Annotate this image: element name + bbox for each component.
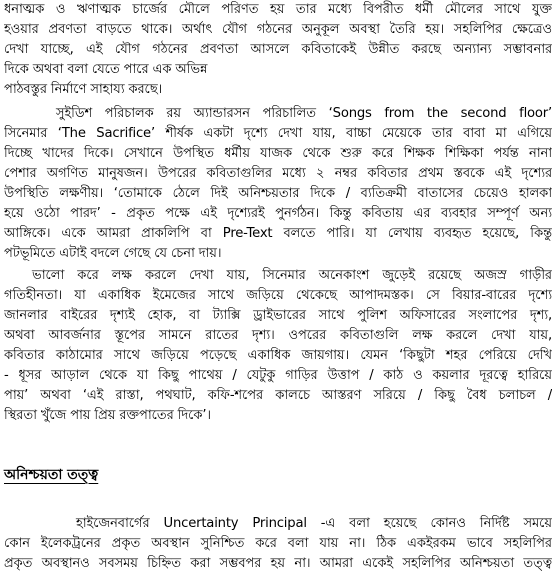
paragraph-1-line-1: ধনাত্মক ও ঋণাত্মক চার্জের মৌলে পরিণত হয় তার মধ্যে বিপরীত ধর্মী মৌলের সাথে যুক্ত [4,2,552,17]
paragraph-3-line-7: পায়’ অথবা ‘এই রাস্তা, পথঘাট, কফি-শপের কালচে আস্তরণ সরিয়ে / কিছু বৈধ চলাচল / [4,388,552,403]
paragraph-3-line-3: জানলার বাইরের দৃশ্যই হোক, বা ট্যাক্সি ড্রাইভারের সাথে পুলিশ অফিসারের সংলাপের দৃশ্য, [4,308,552,323]
paragraph-4-line-1: হাইজেনবার্গের Uncertainty Principal -এ বলা হয়েছে কোনও নির্দিষ্ট সময়ে [76,516,552,531]
paragraph-3-line-6: - ধূসর আড়াল থেকে যা কিছু পাথেয় / যেটুকু গাড়ির উত্তাপ / কাঠ ও কয়লার দূরত্বে হারিয়ে [4,368,552,383]
paragraph-2-line-7: আঙ্গিকে। একে আমরা প্রাকলিপি বা Pre-Text বলতে পারি। যা লেখায় ব্যবহৃত হয়েছে, কিন্তু [4,226,552,241]
section-heading: অনিশ্চয়তা তত্ত্ব [4,467,99,483]
paragraph-2-line-3: দিচ্ছে খাদের দিকে। সেখানে উপস্থিত ধর্মীয় যাজক থেকে শুরু করে শিক্ষক শিক্ষিকা পর্যন্ত নানা [4,146,552,161]
paragraph-2-line-1: সুইডিশ পরিচালক রয় অ্যান্ডারসন পরিচালিত ‘Songs from the second floor’ [56,106,552,121]
paragraph-3-line-5: কবিতার কাঠামোর সাথে জড়িয়ে পড়েছে একাধিক জায়গায়। যেমন ‘কিছুটা শহর পেরিয়ে দেখি [4,348,552,363]
paragraph-2-line-6: হয়ে ওঠো পারদ’ - প্রকৃত পক্ষে এই দৃশ্যেরই পুনর্গঠন। কিন্তু কবিতায় এর ব্যবহার সম্পূর্ণ অন্য [4,206,552,221]
paragraph-3-line-2: গতিহীনতা। যা একাধিক ইমেজের সাথে জড়িয়ে থেকেছে আপাদমস্তক। সে বিয়ার-বারের দৃশ্যে [4,288,552,303]
paragraph-1-line-5: পাঠবস্তুর নির্মাণে সাহায্য করছে। [4,82,163,97]
paragraph-1-line-2: হওয়ার প্রবণতা বাড়তে থাকে। অর্থাৎ যৌগ গঠনের অনুকূল অবস্থা তৈরি হয়। সহলিপির ক্ষেত্রেও [4,22,552,37]
paragraph-2-line-2: সিনেমার ‘The Sacrifice’ শীর্ষক একটা দৃশ্যে দেখা যায়, বাচ্চা মেয়েকে তার বাবা মা এগিয়ে [4,126,552,141]
paragraph-2-line-4: পেশার অগণিত মানুষজন। উপরের কবিতাগুলির মধ্যে ২ নম্বর কবিতার প্রথম স্তবকে এই দৃশ্যের [4,166,552,181]
paragraph-3-line-4: অথবা আবর্জনার স্তূপের সামনে রাতের দৃশ্য। ওপরের কবিতাগুলি লক্ষ করলে দেখা যায়, [4,328,552,343]
paragraph-4-line-3: প্রকৃত অবস্থানও সবসময় চিহ্নিত করা সম্ভবপর হয় না। আমরা একেই সহলিপির অনিশ্চয়তা তত্ত্ব [4,556,552,571]
paragraph-1-line-4: দিকে অথবা বলা যেতে পারে এক অভিন্ন [4,62,208,77]
document-page [4,0,552,577]
paragraph-2-line-5: উপস্থিতি লক্ষণীয়। ‘তোমাকে ঠেলে দিই অনিশ্চয়তার দিকে / ব্যতিক্রমী বাতাসের চেয়েও হালকা [4,186,552,201]
paragraph-3-line-1: ভালো করে লক্ষ করলে দেখা যায়, সিনেমার অনেকাংশ জুড়েই রয়েছে অজস্র গাড়ীর [32,268,552,283]
paragraph-3-line-8: স্থিরতা খুঁজে পায় প্রিয় রক্তপাতের দিকে’। [4,408,211,423]
paragraph-4-line-2: কোন ইলেকট্রনের প্রকৃত অবস্থান সুনিশ্চিত করে বলা যায় না। ঠিক একইরকম ভাবে সহলিপির [4,536,552,551]
paragraph-2-line-8: পটভূমিতে এটাই বদলে গেছে যে চেনা দায়। [4,246,222,261]
paragraph-1-line-3: দেখা যাচ্ছে, এই যৌগ গঠনের প্রবণতা আসলে কবিতাকেই উন্নীত করছে অন্যান্য সম্ভাবনার [4,42,552,57]
